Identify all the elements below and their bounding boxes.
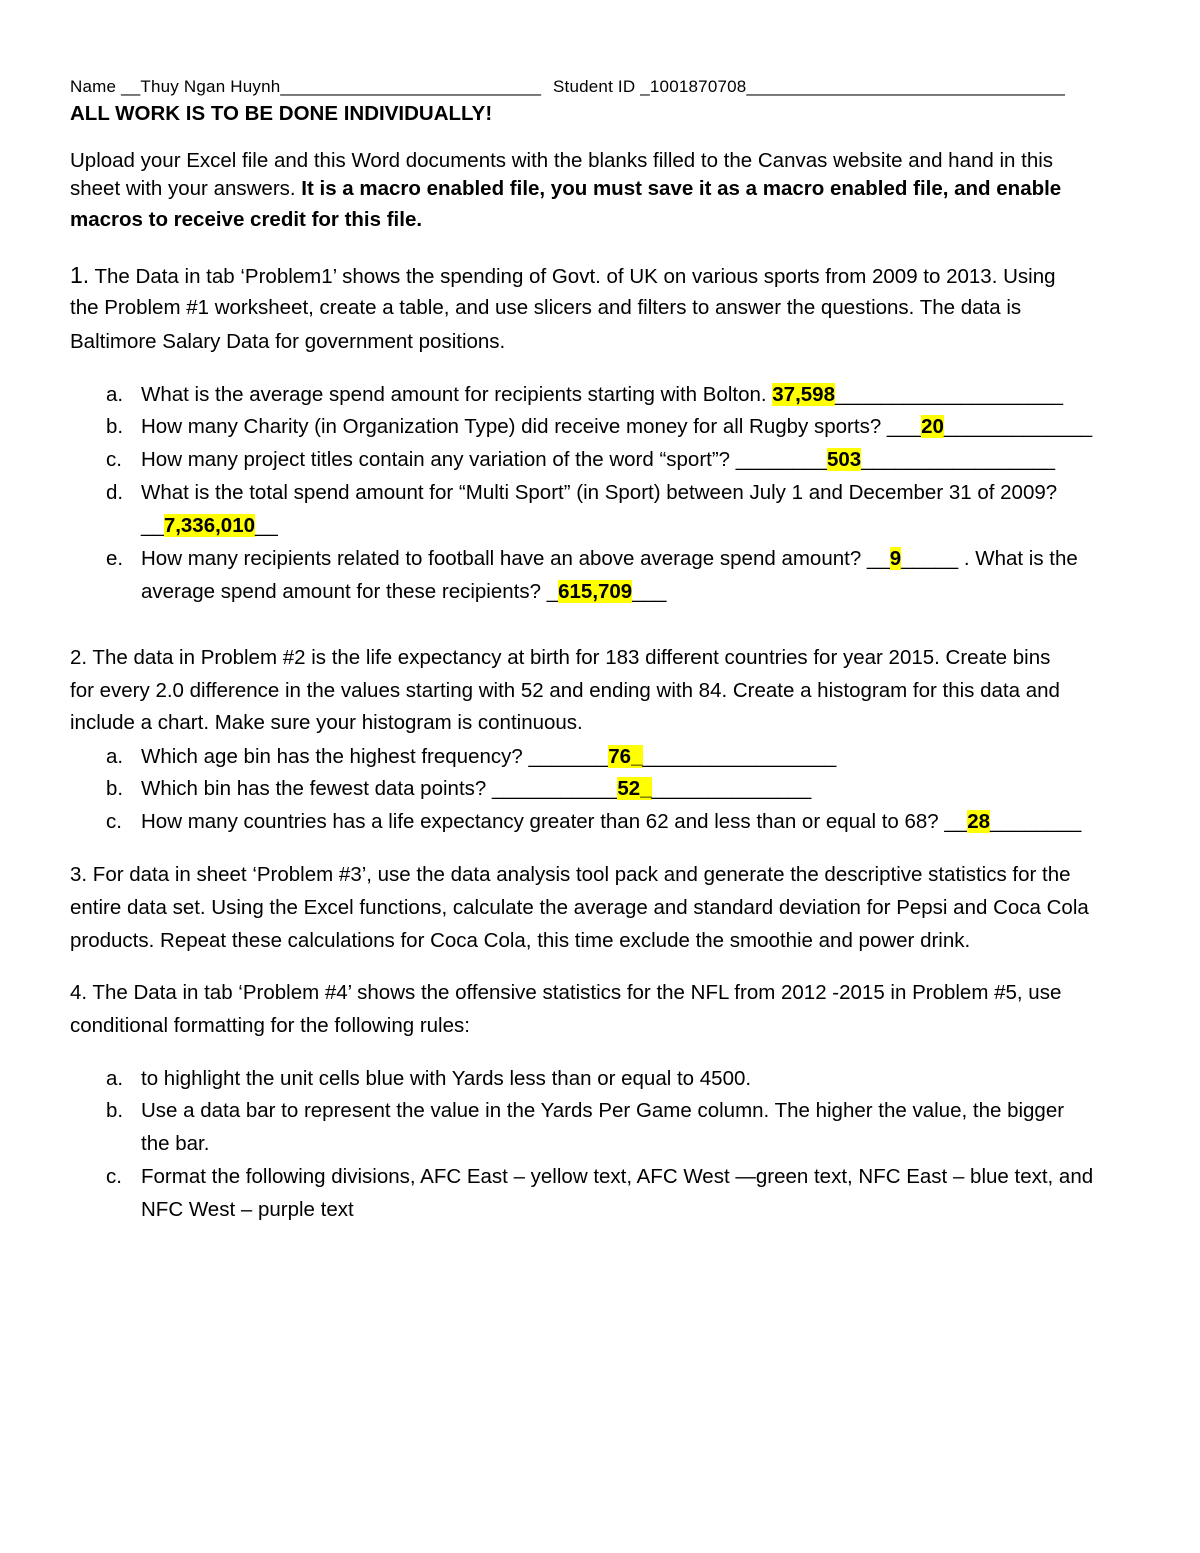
p1a-after: ____________________ <box>834 383 1064 406</box>
p1b-question <box>141 414 1092 440</box>
student-id-label: Student ID <box>552 77 636 96</box>
p2c-label: c. <box>106 810 122 833</box>
student-id-value: _1001870708_________________________________ <box>640 77 1066 96</box>
intro-line-2a: sheet with your answers. <box>70 177 302 200</box>
p4a-text: to highlight the unit cells blue with Yards less than or equal to 4500. <box>141 1067 752 1090</box>
p2a-after: _________________ <box>642 745 837 768</box>
p1e-answer-2: 615,709 <box>558 580 633 603</box>
p3-line-1: 3. For data in sheet ‘Problem #3’, use the data analysis tool pack and generate the descriptive statistics for the <box>70 863 1071 886</box>
name-value: __Thuy Ngan Huynh___________________________ <box>121 77 542 96</box>
p2a-question <box>141 744 836 770</box>
p4c-text: Format the following divisions, AFC East – yellow text, AFC West —green text, NFC East – blue text, and <box>141 1165 1094 1188</box>
p2b-question <box>141 776 811 802</box>
p1-line-1-text: The Data in tab ‘Problem1’ shows the spending of Govt. of UK on various sports from 2009 to 2013. Using <box>89 265 1056 288</box>
p1a-text: What is the average spend amount for recipients starting with Bolton. <box>141 383 773 406</box>
p2b-label: b. <box>106 777 124 800</box>
p1e-label: e. <box>106 547 124 570</box>
p1e-answer: 9 <box>889 547 902 570</box>
p2b-text: Which bin has the fewest data points? ___________ <box>141 777 618 800</box>
p4a-label: a. <box>106 1067 124 1090</box>
p1b-label: b. <box>106 415 124 438</box>
individual-notice: ALL WORK IS TO BE DONE INDIVIDUALLY! <box>70 102 493 125</box>
intro-line-1: Upload your Excel file and this Word documents with the blanks filled to the Canvas website and hand in this <box>70 149 1054 172</box>
p2a-answer: 76_ <box>608 745 643 768</box>
p1-line-3: Baltimore Salary Data for government positions. <box>70 330 506 353</box>
p2c-answer: 28 <box>967 810 991 833</box>
p2-line-2: for every 2.0 difference in the values starting with 52 and ending with 84. Create a histogram for this data and <box>70 679 1060 702</box>
name-label: Name <box>70 77 117 96</box>
p4b-text: Use a data bar to represent the value in the Yards Per Game column. The higher the value, the bigger <box>141 1099 1065 1122</box>
p1e-after-2: ___ <box>632 580 667 603</box>
p4-line-2: conditional formatting for the following rules: <box>70 1014 470 1037</box>
p2c-question <box>141 809 1081 835</box>
p1d-label: d. <box>106 481 124 504</box>
p1d-answer: 7,336,010 <box>163 514 256 537</box>
p1c-answer: 503 <box>826 448 862 471</box>
p2a-text: Which age bin has the highest frequency? _______ <box>141 745 609 768</box>
p1c-question <box>141 447 1055 473</box>
p2c-text: How many countries has a life expectancy greater than 62 and less than or equal to 68? __ <box>141 810 968 833</box>
p1a-answer: 37,598 <box>772 383 835 406</box>
p2-line-1: 2. The data in Problem #2 is the life expectancy at birth for 183 different countries for year 2015. Create bins <box>70 646 1051 669</box>
p1e-after: _____ . What is the <box>901 547 1078 570</box>
p2b-answer: 52_ <box>617 777 652 800</box>
p4b-label: b. <box>106 1099 124 1122</box>
p1e-question <box>141 546 1078 572</box>
p1b-answer: 20 <box>921 415 944 438</box>
p4c-label: c. <box>106 1165 122 1188</box>
p1d-answer-line <box>141 513 278 539</box>
p1a-label: a. <box>106 383 124 406</box>
p1c-label: c. <box>106 448 122 471</box>
p2b-after: ______________ <box>651 777 812 800</box>
p2c-after: ________ <box>990 810 1082 833</box>
intro-line-2b: It is a macro enabled file, you must save it as a macro enabled file, and enable <box>301 177 1062 200</box>
p1c-text: How many project titles contain any variation of the word “sport”? ________ <box>141 448 827 471</box>
p2a-label: a. <box>106 745 124 768</box>
p1c-after: _________________ <box>861 448 1056 471</box>
p1a-question <box>141 382 1063 408</box>
intro-line-3: macros to receive credit for this file. <box>70 208 423 231</box>
p1e-l2-text: average spend amount for these recipients? _ <box>141 580 559 603</box>
p1e-text: How many recipients related to football have an above average spend amount? __ <box>141 547 890 570</box>
p1d-question: What is the total spend amount for “Multi Sport” (in Sport) between July 1 and December 31 of 2009? <box>141 481 1058 504</box>
p1e-question-2 <box>141 579 666 605</box>
p1b-after: _____________ <box>943 415 1093 438</box>
p4b-text-2: the bar. <box>141 1132 210 1155</box>
p1d-pre: __ <box>141 514 164 537</box>
p3-line-3: products. Repeat these calculations for Coca Cola, this time exclude the smoothie and power drink. <box>70 929 971 952</box>
p1b-text: How many Charity (in Organization Type) did receive money for all Rugby sports? ___ <box>141 415 922 438</box>
p4c-text-2: NFC West – purple text <box>141 1198 354 1221</box>
p3-line-2: entire data set. Using the Excel functions, calculate the average and standard deviation for Pepsi and Coca Cola <box>70 896 1089 919</box>
p1d-after: __ <box>255 514 278 537</box>
p1-line-2: the Problem #1 worksheet, create a table, and use slicers and filters to answer the questions. The data is <box>70 296 1022 319</box>
p2-line-3: include a chart. Make sure your histogram is continuous. <box>70 711 583 734</box>
p1-line-1 <box>70 262 1056 290</box>
p1-number: 1. <box>70 262 90 288</box>
header-line <box>70 74 1065 100</box>
intro-line-2 <box>70 176 1061 202</box>
p4-line-1: 4. The Data in tab ‘Problem #4’ shows the offensive statistics for the NFL from 2012 -2015 in Problem #5, use <box>70 981 1062 1004</box>
